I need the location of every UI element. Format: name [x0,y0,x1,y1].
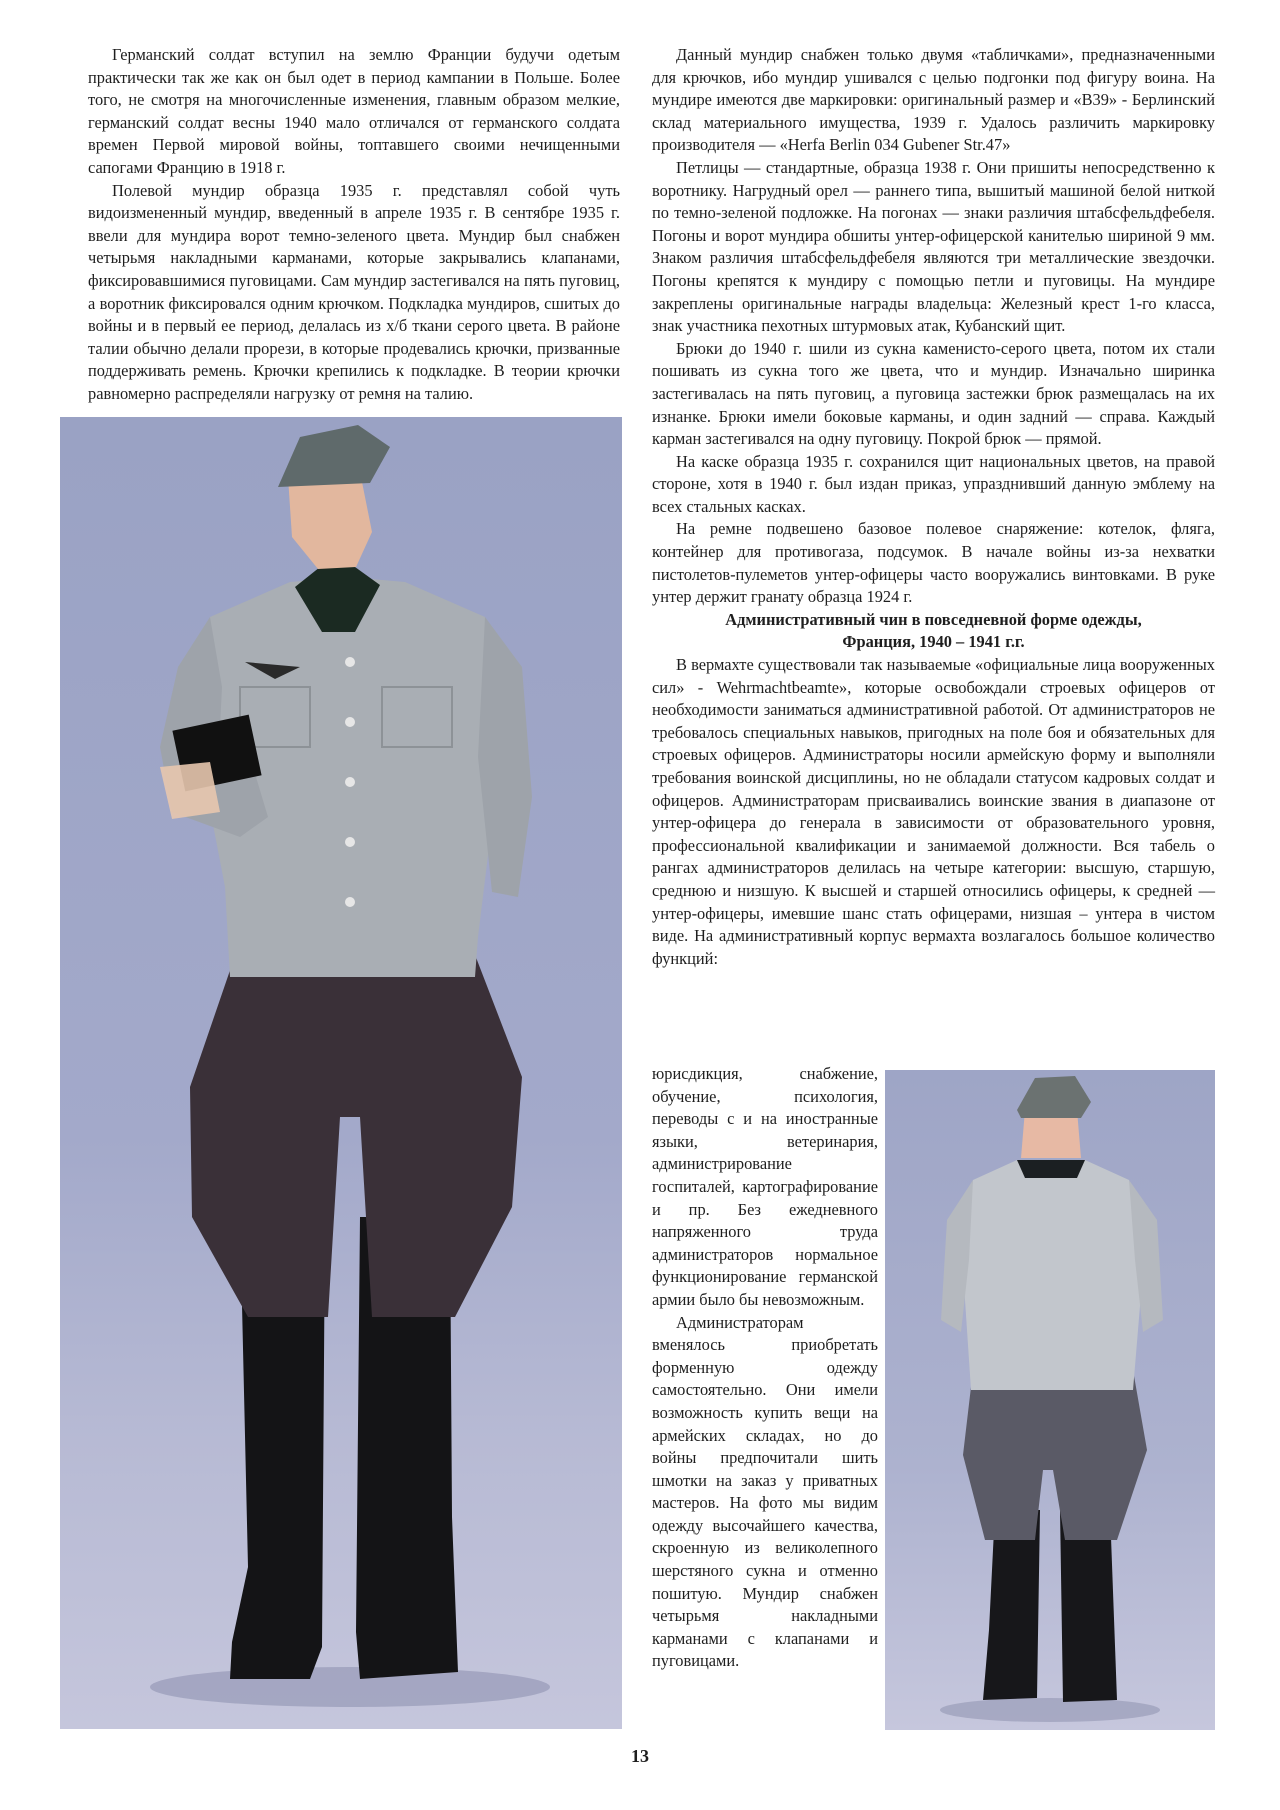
paragraph-markings: Данный мундир снабжен только двумя «табличками», предназначенными для крючков, ибо мундир ушивался с целью подгонки под фигуру воина. На мундире имеются две маркировки: оригинальный размер и «B39» - Берлинский склад материального имущества, 1939 г. Удалось различить маркировку производителя — «Herfa Berlin 034 Gubener Str.47» [652,45,1215,155]
photo-soldier-front [60,417,622,1729]
paragraph-uniform-purchase: Администраторам вменялось приобретать форменную одежду самостоятельно. Они имели возможность купить вещи на армейских складах, но до войны предпочитали шить шмотки на заказ у приватных мастеров. На фото мы видим одежду высочайшего качества, скроенную из великолепного шерстяного сукна и отменно пошитую. Мундир снабжен четырьмя накладными карманами с клапанами и пуговицами. [652,1312,878,1671]
paragraph-wehrmachtbeamte: В вермахте существовали так называемые «официальные лица вооруженных сил» - Wehrmachtbeamte», которые освобождали строевых офицеров от необходимости заниматься административной работой. От администраторов не требовалось специальных навыков, пригодных на поле боя и обязательных для строевых офицеров. Администраторы носили армейскую форму и выполняли требования воинской дисциплины, но не обладали статусом кадровых солдат и офицеров. Администраторам присваивались воинские звания в диапазоне от унтер-офицера до генерала в зависимости от образовательного уровня, профессиональной квалификации и занимаемой должности. Вся табель о рангах администраторов делилась на четыре категории: высшую, старшую, среднюю и низшую. К высшей и старшей относились офицеры, к средней — унтер-офицеры, имевшие шанс стать офицерами, низшая – унтера в чистом виде. На административный корпус вермахта возлагалось большое количество функций: [652,655,1215,968]
photo-administrator-back [885,1070,1215,1730]
right-column [652,44,1215,970]
paragraph-functions: юрисдикция, снабжение, обучение, психология, переводы с и на иностранные языки, ветеринария, администрирование госпиталей, картографирование и пр. Без ежедневного напряженного труда администраторов нормальное функционирование германской армии было бы невозможным. [652,1064,878,1309]
page-number: 13 [631,1746,649,1766]
section-heading-line2: Франция, 1940 – 1941 г.г. [842,632,1025,652]
paragraph-helmet: На каске образца 1935 г. сохранился щит национальных цветов, на правой стороне, хотя в 1940 г. был издан приказ, упразднивший данную эмблему на всех стальных касках. [652,451,1215,516]
paragraph-intro: Германский солдат вступил на землю Франции будучи одетым практически так же как он был одет в период кампании в Польше. Более того, не смотря на многочисленные изменения, главным образом мелкие, германский солдат весны 1940 мало отличался от германского солдата времен Первой мировой войны, топтавшего своими нечищенными сапогами Францию в 1918 г. [88,45,620,177]
paragraph-trousers: Брюки до 1940 г. шили из сукна каменисто-серого цвета, потом их стали пошивать из сукна того же цвета, что и мундир. Изначально ширинка застегивалась на пять пуговиц, а пуговица застежки брюк размещалась на их изнанке. Брюки имели боковые карманы, и один задний — справа. Каждый карман застегивался на одну пуговицу. Покрой брюк — прямой. [652,338,1215,449]
paragraph-tunic-1935: Полевой мундир образца 1935 г. представлял собой чуть видоизмененный мундир, введенный в апреле 1935 г. В сентябре 1935 г. ввели для мундира ворот темно-зеленого цвета. Мундир был снабжен четырьмя накладными карманами, которые закрывались клапанами, фиксировавшимися пуговицами. Сам мундир застегивался на пять пуговиц, а воротник фиксировался одним крючком. Подкладка мундиров, сшитых до войны и в первый ее период, делалась из х/б ткани серого цвета. В районе талии обычно делали прорези, в которые продевались крючки, призванные поддерживать ремень. Крючки крепились к подкладке. В теории крючки равномерно распределяли нагрузку от ремня на талию. [88,180,620,403]
left-column [88,44,620,406]
wrap-text-column [652,1063,878,1673]
paragraph-collar-tabs: Петлицы — стандартные, образца 1938 г. Они пришиты непосредственно к воротнику. Нагрудный орел — раннего типа, вышитый машиной белой ниткой по темно-зеленой подложке. На погонах — знаки различия штабсфельдфебеля. Погоны и ворот мундира обшиты унтер-офицерской канителью шириной 9 мм. Знаком различия штабсфельдфебеля являются три металлические звездочки. Погоны крепятся к мундиру с помощью петли и пуговицы. На мундире закреплены оригинальные награды владельца: Железный крест 1-го класса, знак участника пехотных штурмовых атак, Кубанский щит. [652,157,1215,336]
section-heading [652,609,1215,654]
paragraph-equipment: На ремне подвешено базовое полевое снаряжение: котелок, фляга, контейнер для противогаза, подсумок. В начале войны из-за нехватки пистолетов-пулеметов унтер-офицеры часто вооружались винтовками. В руке унтер держит гранату образца 1924 г. [652,519,1215,607]
section-heading-line1: Административный чин в повседневной форме одежды, [725,609,1142,629]
